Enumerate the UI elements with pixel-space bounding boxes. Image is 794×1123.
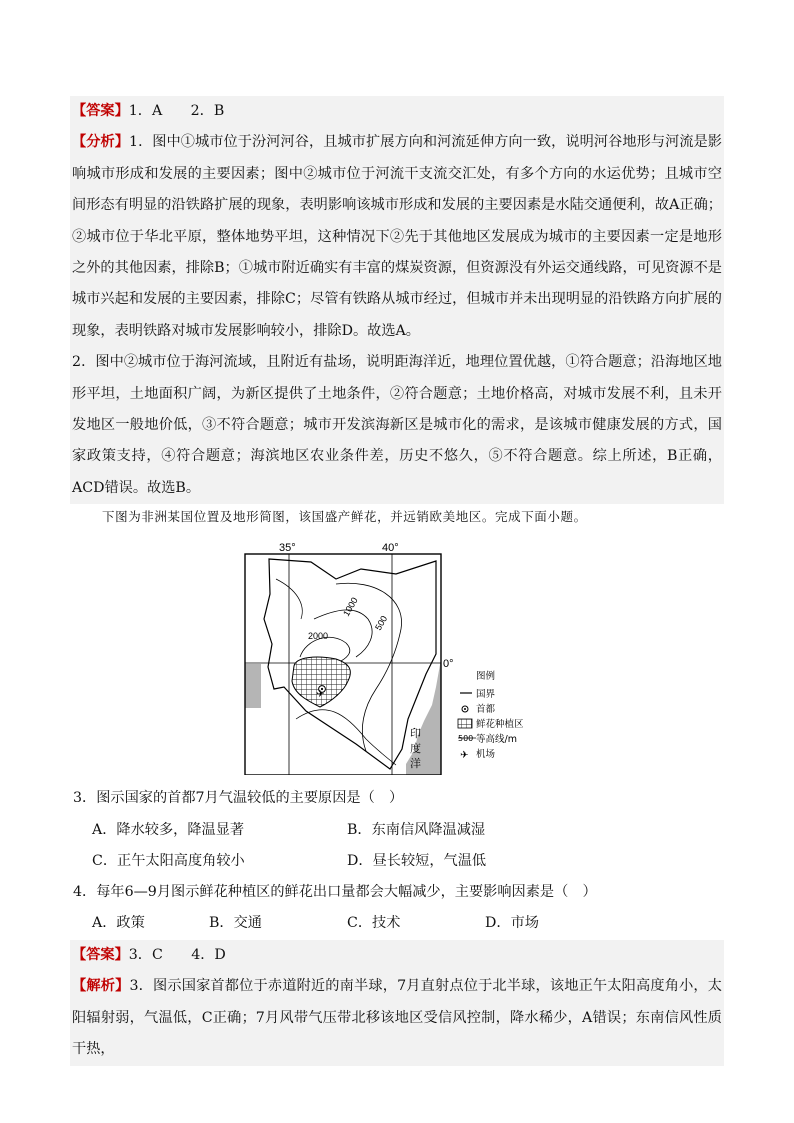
- q4-option-a: A．政策: [92, 915, 145, 931]
- legend-contour: 等高线/m: [476, 734, 517, 745]
- ocean-label-3: 洋: [410, 757, 421, 770]
- legend-border: 国界: [476, 689, 496, 700]
- ocean-label-2: 度: [410, 742, 421, 755]
- answer-analysis-block-2: [70, 940, 724, 1066]
- ocean-label-1: 印: [410, 727, 421, 740]
- answer-line-1: [70, 96, 724, 127]
- country-map: [236, 539, 536, 775]
- airport-icon: ✈: [316, 689, 325, 700]
- legend-title: 图例: [476, 671, 496, 682]
- q3-option-a: A．降水较多，降温显著: [92, 822, 245, 838]
- question-4-stem: 4．每年6—9月图示鲜花种植区的鲜花出口量都会大幅减少，主要影响因素是（ ）: [73, 884, 597, 900]
- q3-option-d: D．昼长较短，气温低: [347, 853, 487, 869]
- lake-area: [245, 664, 261, 708]
- answer-label: 【答案】: [72, 103, 129, 119]
- answer-label-2: 【答案】: [72, 947, 129, 963]
- map-legend: [458, 670, 524, 761]
- answer-analysis-block-1: [70, 96, 724, 504]
- answer-line-2: [70, 940, 724, 971]
- answer-text-2: 3．C 4．D: [128, 947, 226, 963]
- analysis-label-2: 【解析】: [72, 978, 130, 995]
- legend-flower: 鲜花种植区: [476, 719, 524, 730]
- analysis-label: 【分析】: [72, 134, 129, 151]
- question-3-stem: 3．图示国家的首都7月气温较低的主要原因是（ ）: [73, 790, 404, 806]
- analysis-paragraph-2: 2．图中②城市位于海河流域，且附近有盐场，说明距海洋近，地理位置优越，①符合题意；沿海地区地形平坦，土地面积广阔，为新区提供了土地条件，②符合题意；土地价格高，对城市发展不利，且未开发地区一般地价低，③不符合题意；城市开发滨海新区是城市化的需求，是该城市健康发展的方式，国家政策支持，④符合题意；海滨地区农业条件差，历史不悠久，⑤不符合题意。综上所述，B正确，ACD错误。故选B。: [72, 354, 722, 496]
- q3-option-c: C．正午太阳高度角较小: [92, 853, 245, 869]
- legend-airport-icon: ✈: [460, 750, 469, 761]
- analysis-text-3: 3．图示国家首都位于赤道附近的南半球，7月直射点位于北半球，该地正午太阳高度角小，太阳辐射弱，气温低，C正确；7月风带气压带北移该地区受信风控制，降水稀少，A错误；东南信风性质干热，: [72, 978, 722, 1058]
- map-intro-text: 下图为非洲某国位置及地形简图，该国盛产鲜花，并远销欧美地区。完成下面小题。: [102, 509, 587, 524]
- analysis-paragraph-3: [70, 971, 724, 1065]
- lon-40-label: 40°: [382, 542, 399, 554]
- analysis-text-1: 1．图中①城市位于汾河河谷，且城市扩展方向和河流延伸方向一致，说明河谷地形与河流是影响城市形成和发展的主要因素；图中②城市位于河流干支流交汇处，有多个方向的水运优势；且城市空间形态有明显的沿铁路扩展的现象，表明影响该城市形成和发展的主要因素是水陆交通便利，故A正确；②城市位于华北平原，整体地势平坦，这种情况下②先于其他地区发展成为城市的主要因素一定是地形之外的其他因素，排除B；①城市附近确实有丰富的煤炭资源，但资源没有外运交通线路，可见资源不是城市兴起和发展的主要因素，排除C；尽管有铁路从城市经过，但城市并未出现明显的沿铁路方向扩展的现象，表明铁路对城市发展影响较小，排除D。故选A。: [72, 134, 722, 339]
- contour-500-label: 500: [373, 613, 390, 632]
- legend-capital: 首都: [476, 704, 496, 715]
- q4-option-d: D．市场: [485, 915, 539, 931]
- q4-option-c: C．技术: [347, 915, 401, 931]
- legend-airport: 机场: [476, 749, 496, 760]
- contour-2000-label: 2000: [308, 631, 329, 641]
- analysis-paragraph-1: [70, 127, 724, 347]
- lon-35-label: 35°: [279, 542, 296, 554]
- contour-1000-label: 1000: [341, 595, 360, 618]
- q4-option-b: B．交通: [209, 915, 262, 931]
- legend-contour-value: 500: [458, 734, 474, 743]
- q3-option-b: B．东南信风降温减湿: [347, 822, 486, 838]
- answer-text: 1．A 2．B: [128, 103, 225, 119]
- lat-0-label: 0°: [443, 658, 454, 670]
